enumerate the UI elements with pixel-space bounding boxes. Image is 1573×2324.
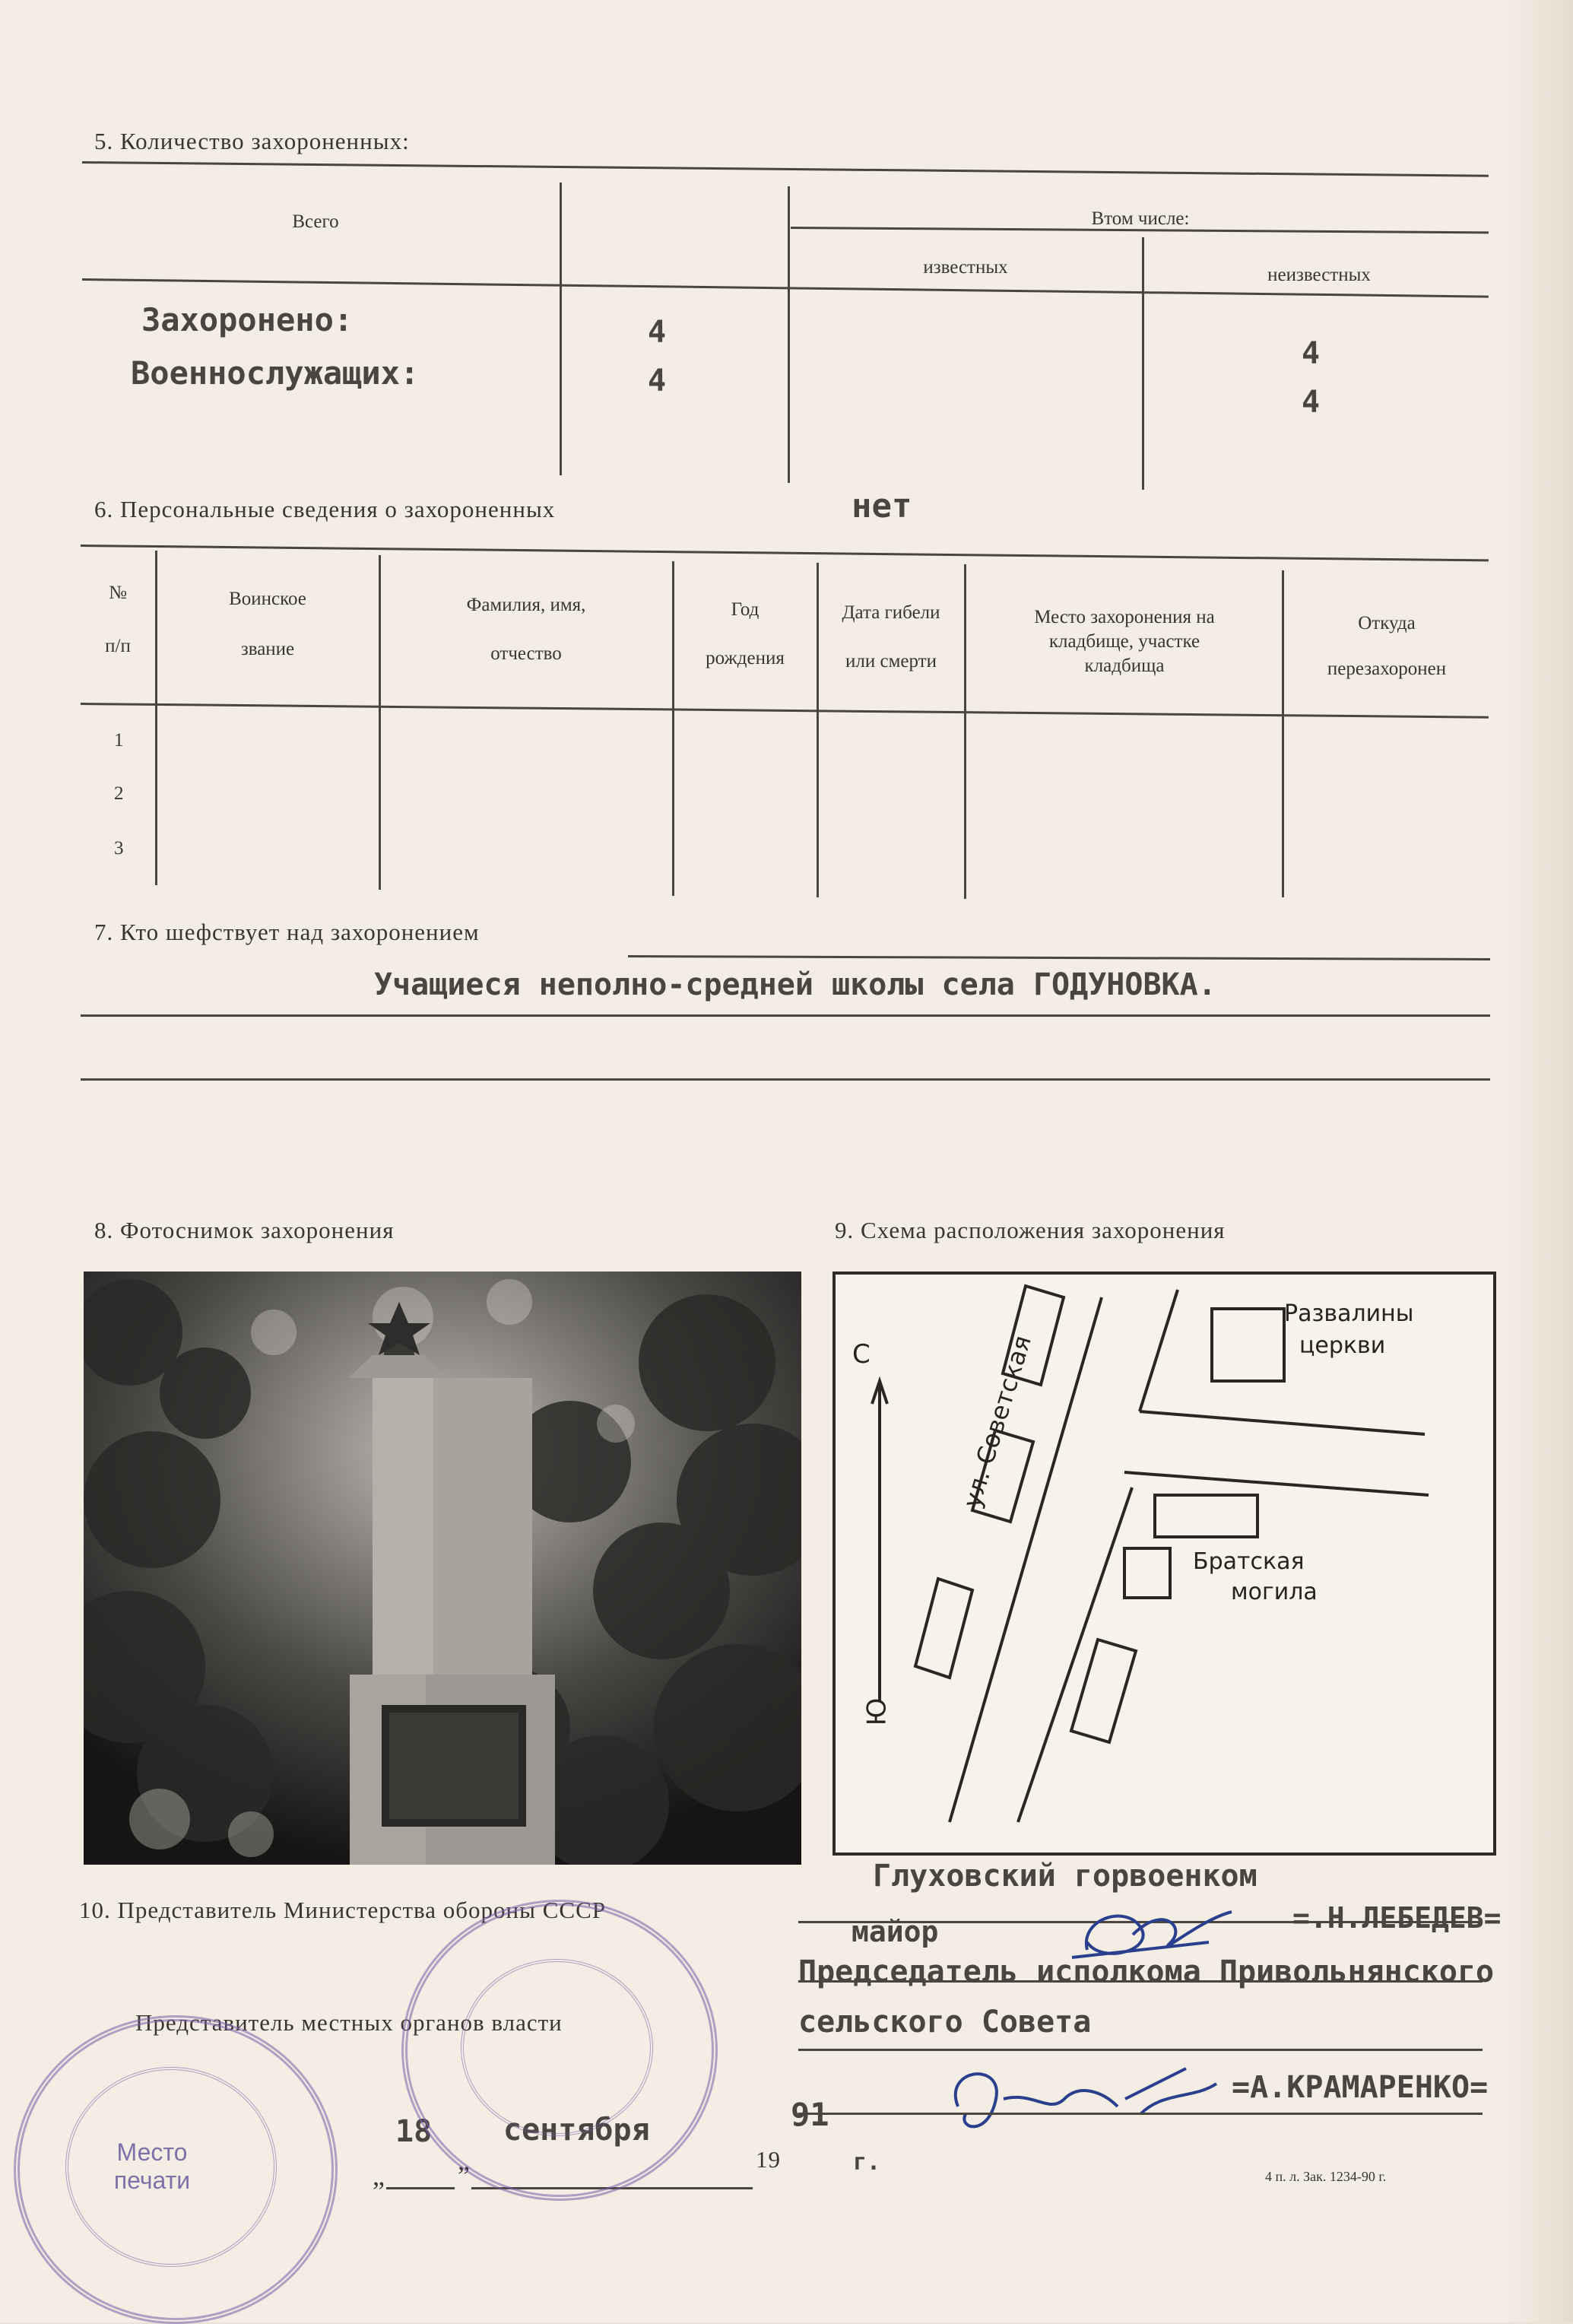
table6-col-divider-6 (1282, 570, 1284, 897)
date-day-line (386, 2187, 455, 2189)
table6-col-divider-1 (155, 551, 157, 885)
header-birth-b: рождения (706, 648, 785, 668)
header-num-a: № (109, 583, 127, 603)
table5-col-divider-1 (560, 183, 562, 475)
official-stamp-center (401, 1900, 718, 2201)
section7-value: Учащиеся неполно-средней школы села ГОДУНОВКА. (374, 967, 1216, 1002)
local-position-line-2: сельского Совета (798, 2005, 1092, 2040)
date-quote-open: „ (373, 2160, 385, 2191)
section6-value: нет (852, 487, 912, 525)
location-scheme-drawing (836, 1275, 1493, 1853)
map-south-label: Ю (861, 1697, 893, 1726)
table5-col-divider-2 (788, 186, 790, 483)
mo-rank: майор (852, 1915, 939, 1948)
local-position-line-1: Председатель исполкома Привольнянского (798, 1954, 1495, 1989)
header-birth-a: Год (731, 599, 760, 620)
date-month: сентября (503, 2113, 650, 2148)
table6-col-divider-2 (379, 555, 381, 890)
military-total-value: 4 (648, 364, 667, 398)
header-name-a: Фамилия, имя, (466, 595, 586, 615)
map-street-label: ул. Советская (957, 1332, 1037, 1512)
table6-top-border (81, 544, 1489, 561)
map-north-label: С (852, 1339, 871, 1370)
table6-col-divider-4 (817, 563, 819, 897)
section7-underline-2 (81, 1014, 1490, 1017)
header-place-b: кладбище, участке (1048, 631, 1200, 652)
date-year: 91 (791, 2096, 829, 2133)
section10-title: 10. Представитель Министерства обороны СССР (79, 1897, 607, 1923)
section8-title: 8. Фотоснимок захоронения (94, 1217, 395, 1243)
date-day: 18 (395, 2114, 433, 2149)
official-stamp-center-inner-ring (461, 1959, 653, 2136)
date-year-prefix: 19 (756, 2146, 781, 2173)
mo-name: =.Н.ЛЕБЕДЕВ= (1292, 1901, 1502, 1935)
stamp-place-label (99, 2138, 205, 2195)
stamp-place-line-1: Место (116, 2138, 188, 2166)
local-line-2 (798, 2113, 1483, 2115)
table6-col-divider-5 (964, 564, 966, 899)
buried-unknown-value: 4 (1302, 336, 1321, 371)
header-death-b: или смерти (845, 651, 937, 671)
local-name: =А.КРАМАРЕНКО= (1232, 2070, 1489, 2105)
row-military-label: Военнослужащих: (131, 354, 420, 392)
local-signature (935, 2053, 1232, 2152)
date-quote-close: ” (458, 2160, 471, 2191)
military-unknown-value: 4 (1302, 385, 1321, 420)
header-death-a: Дата гибели (842, 602, 940, 623)
section6-title: 6. Персональные сведения о захороненных (94, 496, 556, 522)
header-total: Всего (292, 211, 339, 232)
row-buried-label: Захоронено: (141, 301, 354, 338)
table5-col-divider-3 (1142, 237, 1144, 490)
grave-photo (84, 1272, 801, 1865)
row-number: 2 (114, 783, 124, 804)
row-number: 3 (114, 838, 124, 859)
header-name-b: отчество (490, 643, 562, 664)
row-number: 1 (114, 730, 124, 751)
map-grave-label-2: могила (1231, 1579, 1318, 1605)
header-known: известных (923, 257, 1008, 278)
header-place-c: кладбища (1084, 656, 1165, 676)
header-place-a: Место захоронения на (1034, 607, 1215, 627)
header-unknown: неизвестных (1267, 265, 1371, 285)
section7-underline-3 (81, 1078, 1490, 1081)
header-from-a: Откуда (1358, 613, 1416, 633)
table6-header-bottom-border (81, 703, 1489, 719)
local-line-1 (798, 2049, 1483, 2051)
header-rank-b: звание (240, 639, 295, 659)
mo-organization: Глуховский горвоенком (873, 1859, 1257, 1894)
section7-title: 7. Кто шефствует над захоронением (94, 919, 480, 945)
table6-col-divider-3 (672, 561, 674, 896)
header-num-b: п/п (105, 636, 131, 656)
section7-underline-1 (628, 955, 1490, 960)
header-from-b: перезахоронен (1327, 659, 1447, 679)
section5-title: 5. Количество захороненных: (94, 128, 410, 154)
buried-total-value: 4 (648, 315, 667, 350)
section9-title: 9. Схема расположения захоронения (835, 1217, 1226, 1243)
print-info: 4 п. л. Зак. 1234-90 г. (1265, 2169, 1387, 2184)
table5-top-border (82, 161, 1489, 177)
local-authority-title: Представитель местных органов власти (135, 2009, 563, 2036)
header-including: Втом числе: (1091, 208, 1190, 229)
map-ruins-label-1: Развалины (1284, 1300, 1414, 1327)
map-ruins-label-2: церкви (1299, 1332, 1386, 1359)
date-suffix: г. (853, 2149, 881, 2176)
map-grave-label-1: Братская (1193, 1548, 1305, 1575)
monument-photo-image (84, 1272, 801, 1865)
stamp-place-line-2: печати (113, 2167, 191, 2194)
header-rank-a: Воинское (229, 589, 306, 609)
location-scheme (832, 1272, 1496, 1856)
